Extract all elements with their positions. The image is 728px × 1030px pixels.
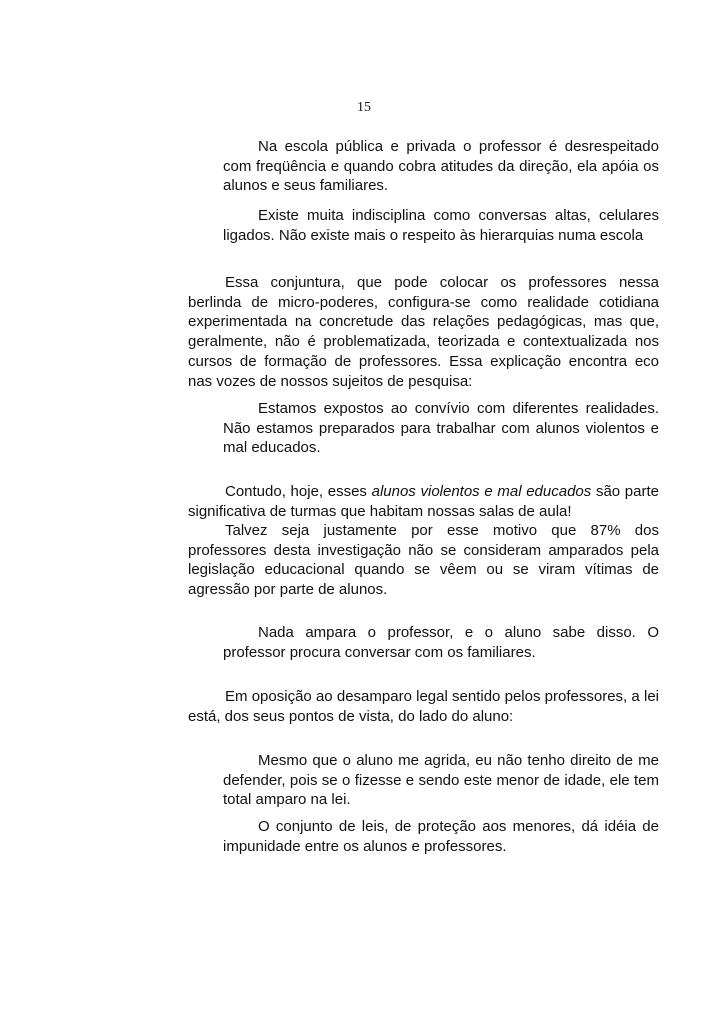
page-number: 15 (357, 100, 371, 115)
paragraph-talvez: Talvez seja justamente por esse motivo que 87% dos professores desta investigação não se consideram amparados pela legislação educacional quando se vêem ou se viram vítimas de agressão por parte de alunos. (188, 522, 659, 599)
paragraph-conjuntura: Essa conjuntura, que pode colocar os professores nessa berlinda de micro-poderes, configura-se como realidade cotidiana experimentada na concretude das relações pedagógicas, mas que, geralmente, não é problematizada, teorizada e contextualizada nos cursos de formação de professores. Essa explicação encontra eco nas vozes de nossos sujeitos de pesquisa: (188, 274, 659, 390)
quote-realidades: Estamos expostos ao convívio com diferentes realidades. Não estamos preparados para trabalhar com alunos violentos e mal educados. (223, 400, 659, 457)
quote-desrespeito: Na escola pública e privada o professor é desrespeitado com freqüência e quando cobra atitudes da direção, ela apóia os alunos e seus familiares. (223, 138, 659, 195)
paragraph-contudo-emphasis: alunos violentos e mal educados (371, 483, 592, 500)
quote-nada-ampara: Nada ampara o professor, e o aluno sabe disso. O professor procura conversar com os familiares. (223, 624, 659, 661)
paragraph-oposicao: Em oposição ao desamparo legal sentido pelos professores, a lei está, dos seus pontos de vista, do lado do aluno: (188, 688, 659, 725)
paragraph-contudo-start: Contudo, hoje, esses (225, 483, 372, 500)
paragraph-contudo-end: são parte significativa de turmas que habitam nossas salas de aula! (188, 483, 660, 520)
quote-indisciplina: Existe muita indisciplina como conversas altas, celulares ligados. Não existe mais o respeito às hierarquias numa escola (223, 207, 659, 244)
paragraph-contudo (188, 482, 659, 521)
quote-agrida: Mesmo que o aluno me agrida, eu não tenho direito de me defender, pois se o fizesse e sendo este menor de idade, ele tem total amparo na lei. (223, 752, 659, 809)
quote-conjunto-leis: O conjunto de leis, de proteção aos menores, dá idéia de impunidade entre os alunos e professores. (223, 818, 659, 855)
